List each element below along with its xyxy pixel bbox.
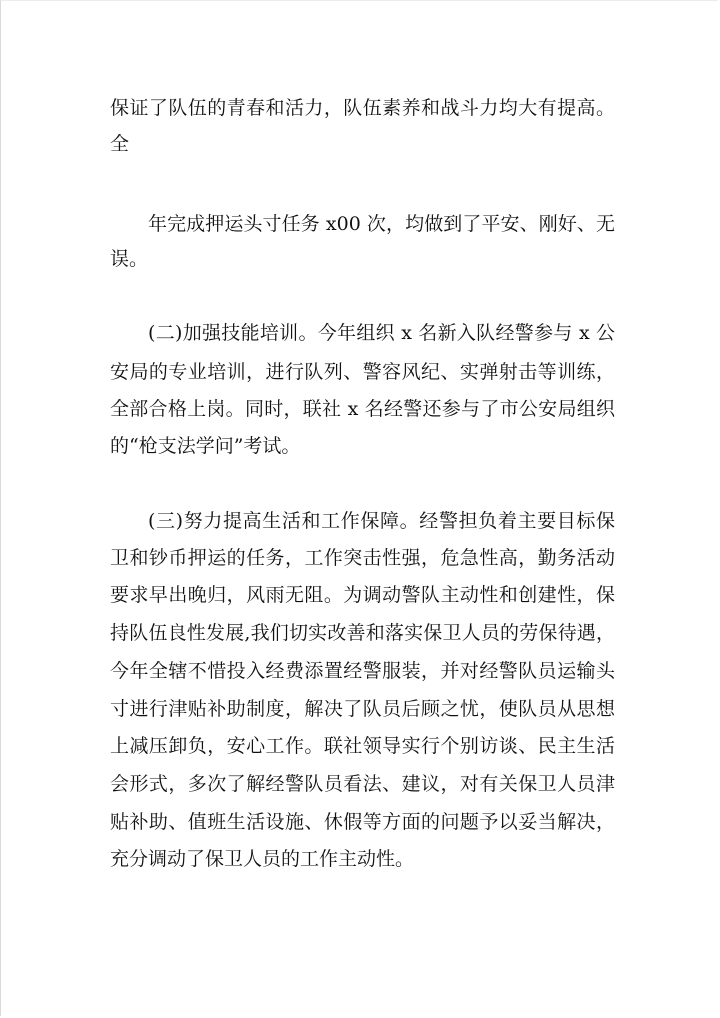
text-line: 全部合格上岗。同时，联社 x 名经警还参与了市公安局组织 [110, 398, 615, 420]
text-line: 持队伍良性发展,我们切实改善和落实保卫人员的劳保待遇， [110, 622, 615, 644]
text-line: 年完成押运头寸任务 x00 次，均做到了平安、刚好、无 [148, 213, 615, 235]
text-line: (三)努力提高生活和工作保障。经警担负着主要目标保 [148, 510, 615, 532]
text-line: 今年全辖不惜投入经费添置经警服装，并对经警队员运输头 [110, 660, 615, 682]
text-line: 要求早出晚归，风雨无阻。为调动警队主动性和创建性，保 [110, 584, 615, 606]
text-line: 安局的专业培训，进行队列、警容风纪、实弹射击等训练， [110, 361, 615, 383]
text-line: 充分调动了保卫人员的工作主动性。 [110, 848, 415, 870]
text-line: 全 [110, 133, 130, 155]
text-line: 贴补助、值班生活设施、休假等方面的问题予以妥当解决， [110, 811, 615, 833]
text-line: (二)加强技能培训。今年组织 x 名新入队经警参与 x 公 [148, 322, 615, 344]
text-line: 误。 [110, 248, 149, 270]
text-line: 寸进行津贴补助制度，解决了队员后顾之忧，使队员从思想 [110, 698, 615, 720]
text-line: 会形式，多次了解经警队员看法、建议，对有关保卫人员津 [110, 773, 615, 795]
text-line: 卫和钞币押运的任务，工作突击性强，危急性高，勤务活动 [110, 547, 615, 569]
text-line: 的“枪支法学问”考试。 [110, 435, 301, 457]
text-line: 上减压卸负，安心工作。联社领导实行个别访谈、民主生活 [110, 735, 615, 757]
text-line: 保证了队伍的青春和活力，队伍素养和战斗力均大有提高。 [110, 97, 615, 119]
